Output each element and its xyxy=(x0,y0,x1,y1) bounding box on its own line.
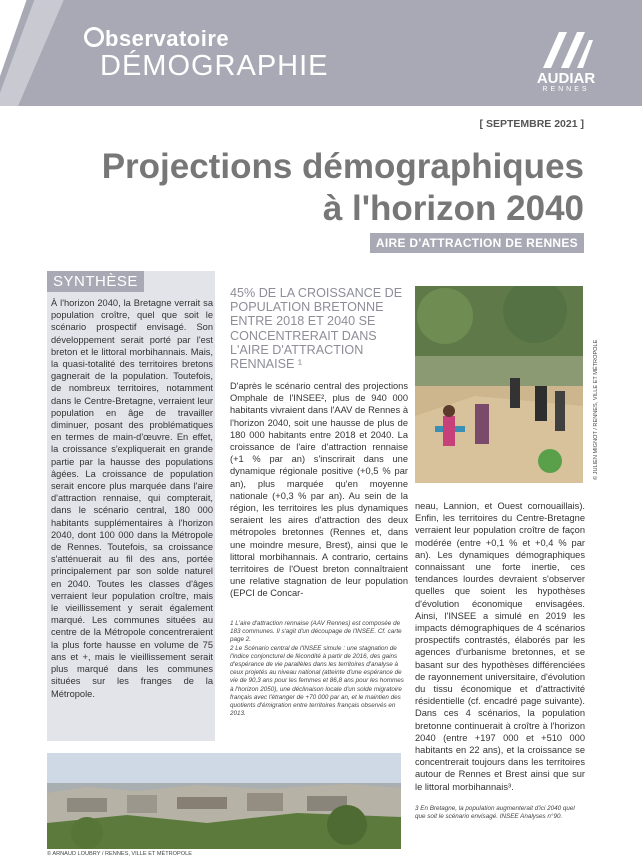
title-line-1: Projections démographiques xyxy=(101,147,584,186)
audiar-logo-text: AUDIAR xyxy=(536,70,596,87)
footnote-column-3: 3 En Bretagne, la population augmenterait d'ici 2040 quel que soit le scénario envisagé. INSEE Analyses n°90. xyxy=(415,805,575,821)
letter-a-graphic xyxy=(0,0,80,106)
photo-1-credit-text: © JULIEN MIGNOT / RENNES, VILLE ET MÉTROPOLE xyxy=(593,339,599,480)
footnotes-column-2: 1 L'aire d'attraction rennaise (AAV Rennes) est composée de 183 communes. Il s'agit d'un découpage de l'INSEE. Cf. carte page 2. 2 Le Scénario central de l'INSEE simule : une stagnation de l'indice conjoncturel de fécondité à partir de 2016, des gains d'espérance de vie parallèles dans les territoires d'analyse à ceux projetés au niveau national (atteinte d'une espérance de vie de 90,3 ans pour les femmes et 86,8 ans pour les hommes à l'horizon 2050), une déclinaison locale d'un solde migratoire français avec l'étranger de +70 000 par an, et le maintien des quotients d'émigration entre territoires français observés en 2013. xyxy=(230,620,404,718)
synthese-title: SYNTHÈSE xyxy=(47,271,144,292)
audiar-logo-sub: RENNES xyxy=(542,86,590,93)
children-playground-photo xyxy=(415,286,583,483)
pull-quote: 45% DE LA CROISSANCE DE POPULATION BRETONNE ENTRE 2018 ET 2040 SE CONCENTRERAIT DANS L'AIRE D'ATTRACTION RENNAISE ¹ xyxy=(230,286,403,372)
header-band xyxy=(0,0,642,106)
photo-2-credit: © ARNAUD LOUBRY / RENNES, VILLE ET MÉTROPOLE xyxy=(47,851,192,857)
subtitle-tag: AIRE D'ATTRACTION DE RENNES xyxy=(370,233,584,253)
title-line-2: à l'horizon 2040 xyxy=(322,189,584,228)
observatoire-text: bservatoire xyxy=(105,26,230,51)
column-3-text: neau, Lannion, et Ouest cornouaillais). Enfin, les territoires du Centre-Bretagne verraient leur population croître de façon modérée (entre +0,1 % et +0,4 % par an). Les dynamiques démographiques connaissant une forte inertie, ces tendances lourdes devraient s'observer quelles que soient les hypothèses d'évolution économique envisagées. Ainsi, l'INSEE a simulé en 2019 les impacts démographiques de 4 scénarios prospectifs contrastés, élaborés par les agences d'urbanisme bretonnes, et se basant sur des hypothèses différenciées de rayonnement universitaire, d'évolution du tissu économique et d'attractivité résidentielle (cf. encadré page suivante). Dans ces 4 scénarios, la population bretonne continuerait à croître à l'horizon 2040 (entre +197 000 et +510 000 habitants en 22 ans), et la croissance se concentrerait toujours dans les territoires autour de Rennes et Brest ainsi que sur le littoral morbihannais³. xyxy=(415,501,585,792)
observatoire-label xyxy=(84,26,229,52)
publication-date: [ SEPTEMBRE 2021 ] xyxy=(479,118,584,130)
page-title xyxy=(64,146,584,230)
column-2-text: D'après le scénario central des projections Omphale de l'INSEE², plus de 940 000 habitants vivraient dans l'AAV de Rennes à l'horizon 2040, soit une hausse de plus de 180 000 habitants entre 2018 et 2040. La croissance de l'aire d'attraction rennaise (+1 % par an) s'inscrirait dans une dynamique régionale positive (+0,5 % par an), plus marquée qu'en moyenne nationale (+0,3 % par an). Au sein de la région, les territoires les plus dynamiques seraient les aires d'attraction des deux métropoles bretonnes (Rennes et, dans une moindre mesure, Brest), ainsi que le littoral morbihannais. A contrario, certains territoires de l'Ouest breton connaîtraient une relative stagnation de leur population (EPCI de Concar- xyxy=(230,381,408,599)
o-ring-icon xyxy=(84,27,104,47)
demographie-label: DÉMOGRAPHIE xyxy=(100,50,329,82)
photo-1-credit xyxy=(583,300,599,480)
city-panorama-photo xyxy=(47,753,401,849)
synthese-text: À l'horizon 2040, la Bretagne verrait sa population croître, quel que soit le scénario prospectif envisagé. Son développement serait porté par l'est breton et le littoral morbihannais. Mais, la quasi-totalité des territoires bretons gagnerait de la population. Toutefois, de nombreux territoires, notamment dans le Centre-Bretagne, verraient leur population en âge de travailler diminuer, posant des problématiques en termes de main-d'œuvre. En effet, la croissance s'expliquerait en grande partie par la hausse des populations âgées. La croissance de population serait encore plus marquée dans l'aire d'attraction rennaise, qui compterait, dans le scénario central, 180 000 habitants supplémentaires à l'horizon 2040, dont 100 000 dans la Métropole de Rennes. Toutefois, sa croissance s'atténuerait au fil des ans, portée principalement par son solde naturel en 2040. Toutes les classes d'âges verraient leur population croître, mais le vieillissement y serait également marqué. Les communes situées au centre de la Métropole concentreraient la plus forte hausse en volume de 75 ans et +, mais le vieillissement serait plus marqué dans les communes situées sur les franges de la Métropole. xyxy=(51,298,213,699)
